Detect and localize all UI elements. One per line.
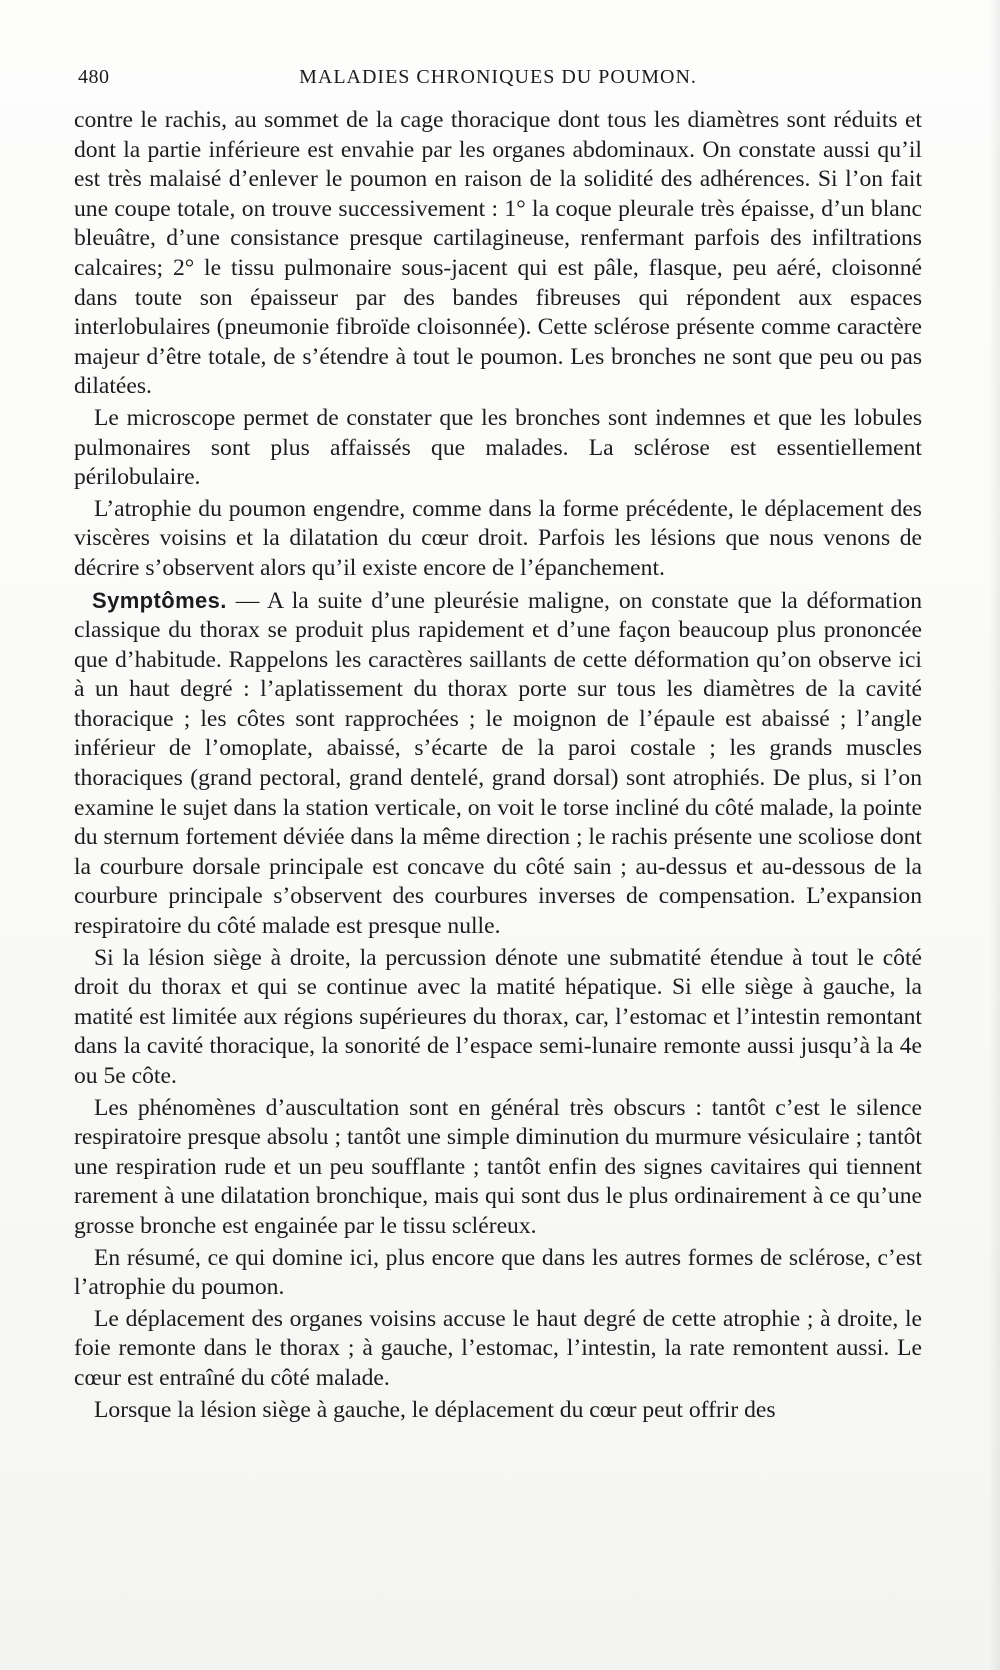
page-header xyxy=(78,66,918,96)
paragraph-percussion: Si la lésion siège à droite, la percussion dénote une submatité étendue à tout le côté droit du thorax et qui se continue avec la matité hépatique. Si elle siège à gauche, la matité est limitée aux régions supérieures du thorax, car, l’estomac et l’intestin remontant dans la cavité thoracique, la sonorité de l’espace semi-lunaire remonte aussi jusqu’à la 4e ou 5e côte. xyxy=(74,944,922,1089)
page-edge-shadow xyxy=(988,0,1000,1670)
paragraph-symptoms xyxy=(74,586,922,942)
paragraph-symptoms-text: — A la suite d’une pleurésie maligne, on constate que la déformation classique du thorax se produit plus rapidement et d’une façon beaucoup plus prononcée que d’habitude. Rappelons les caractères saillants de cette déformation qu’on observe ici à un haut degré : l’aplatissement du thorax porte sur tous les diamètres de la cavité thoracique ; les côtes sont rapprochées ; le moignon de l’épaule est abaissé ; l’angle inférieur de l’omoplate, abaissé, s’écarte de la paroi costale ; les grands muscles thoraciques (grand pectoral, grand dentelé, grand dorsal) sont atrophiés. De plus, si l’on examine le sujet dans la station verticale, on voit le torse incliné du côté malade, la pointe du sternum fortement déviée dans la même direction ; le rachis présente une scoliose dont la courbure dorsale principale est concave du côté sain ; au-dessus et au-dessous de la courbure principale s’observent des courbures inverses de compensation. L’expansion respiratoire du côté malade est presque nulle. xyxy=(74,587,922,940)
section-heading-symptomes: Symptômes. xyxy=(92,587,227,613)
paragraph-auscultation: Les phénomènes d’auscultation sont en général très obscurs : tantôt c’est le silence respiratoire presque absolu ; tantôt une simple diminution du murmure vésiculaire ; tantôt une respiration rude et un peu soufflante ; tantôt enfin des signes cavitaires qui tiennent rarement à une dilatation bronchique, mais qui sont dus le plus ordinairement à ce qu’une grosse bronche est engainée par le tissu scléreux. xyxy=(74,1094,922,1239)
paragraph-left-lesion: Lorsque la lésion siège à gauche, le déplacement du cœur peut offrir des xyxy=(94,1396,776,1423)
paragraph-displacement: Le déplacement des organes voisins accuse le haut degré de cette atrophie ; à droite, le foie remonte dans le thorax ; à gauche, l’estomac, l’intestin, la rate remontent aussi. Le cœur est entraîné du côté malade. xyxy=(74,1305,922,1391)
page-body xyxy=(74,106,922,1425)
paragraph-anatomy-continued: contre le rachis, au sommet de la cage thoracique dont tous les diamètres sont réduits et dont la partie inférieure est envahie par les organes abdominaux. On constate aussi qu’il est très malaisé d’enlever le poumon en raison de la solidité des adhérences. Si l’on fait une coupe totale, on trouve successivement : 1° la coque pleurale très épaisse, d’un blanc bleuâtre, d’une consistance presque cartilagineuse, renfermant parfois des infiltrations calcaires; 2° le tissu pulmonaire sous-jacent qui est pâle, flasque, peu aéré, cloisonné dans toute son épaisseur par des bandes fibreuses qui répondent aux espaces interlobulaires (pneumonie fibroïde cloisonnée). Cette sclérose présente comme caractère majeur d’être totale, de s’étendre à tout le poumon. Les bronches ne sont que peu ou pas dilatées. xyxy=(74,107,922,400)
paragraph-summary: En résumé, ce qui domine ici, plus encore que dans les autres formes de sclérose, c’est l’atrophie du poumon. xyxy=(74,1244,922,1301)
running-title: MALADIES CHRONIQUES DU POUMON. xyxy=(299,66,697,88)
paragraph-atrophy: L’atrophie du poumon engendre, comme dans la forme précédente, le déplacement des viscères voisins et la dilatation du cœur droit. Parfois les lésions que nous venons de décrire s’observent alors qu’il existe encore de l’épanchement. xyxy=(74,495,922,581)
paragraph-microscope: Le microscope permet de constater que les bronches sont indemnes et que les lobules pulmonaires sont plus affaissés que malades. La sclérose est essentiellement périlobulaire. xyxy=(74,404,922,491)
page-number: 480 xyxy=(78,66,110,88)
